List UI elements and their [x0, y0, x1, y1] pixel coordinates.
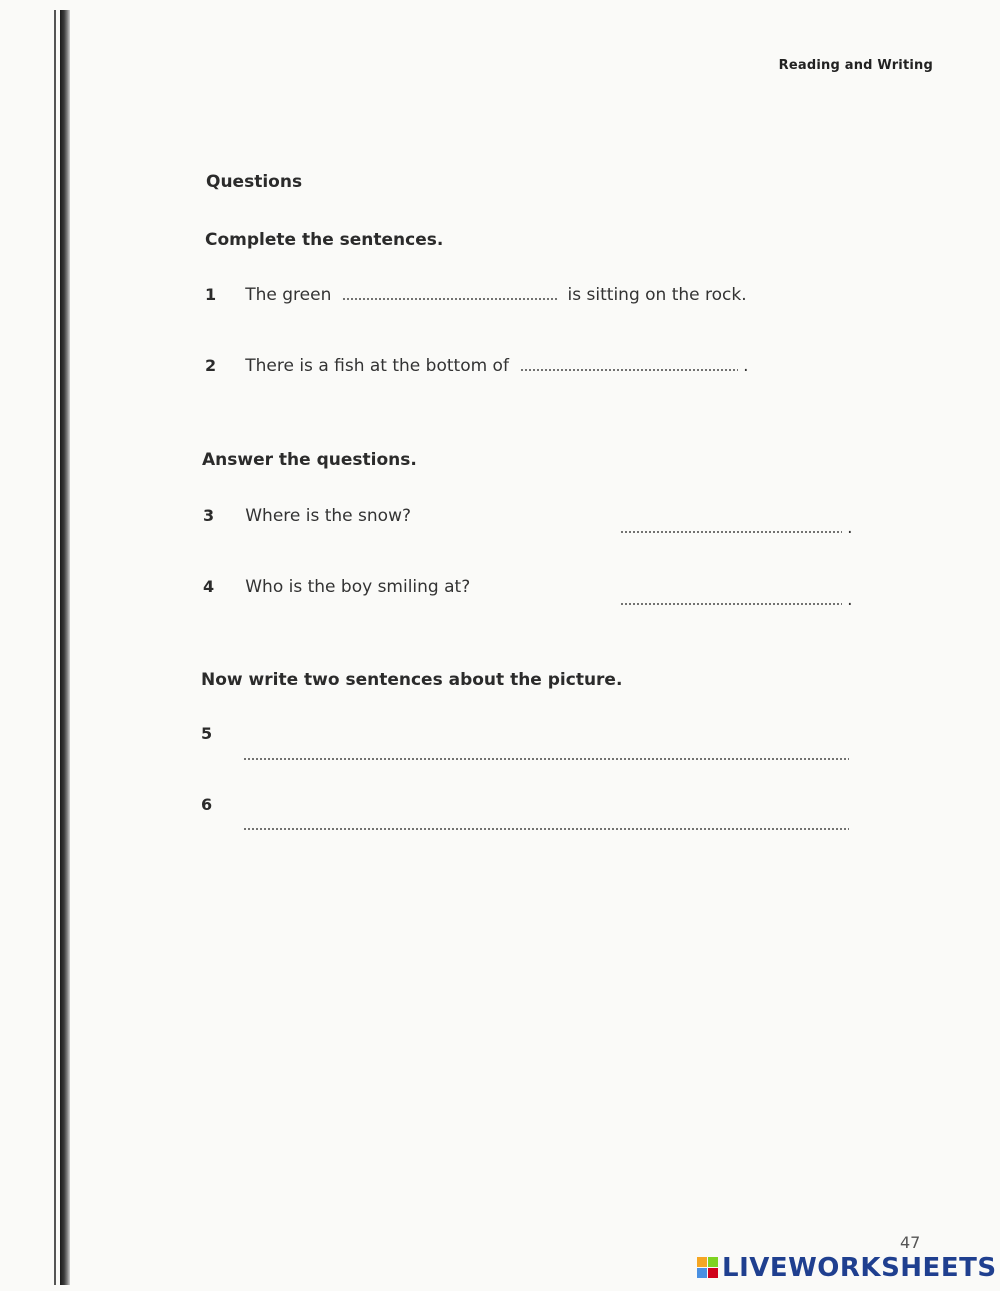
question-item-5: [201, 724, 212, 743]
question-number: 6: [201, 795, 213, 814]
answer-blank-2[interactable]: [520, 369, 738, 371]
question-number: 5: [201, 724, 213, 743]
answer-end: .: [847, 590, 853, 610]
answer-blank-1[interactable]: [342, 298, 558, 300]
answer-end: .: [847, 518, 853, 538]
logo-square-3: [697, 1268, 707, 1278]
question-text: Who is the boy smiling at?: [245, 577, 471, 597]
logo-square-1: [697, 1257, 707, 1267]
question-item-3: [203, 506, 411, 526]
answer-blank-4[interactable]: [620, 603, 842, 605]
question-number: 1: [205, 285, 217, 304]
answer-line-5: [243, 745, 849, 764]
question-number: 3: [203, 506, 215, 525]
binding-line: [54, 10, 56, 1285]
answer-blank-6[interactable]: [243, 828, 849, 830]
part2-instruction: Answer the questions.: [202, 450, 417, 470]
question-text-before: There is a fish at the bottom of: [245, 356, 509, 376]
page-binding-edge: [52, 10, 76, 1285]
answer-blank-5[interactable]: [243, 758, 849, 760]
question-item-1: [205, 285, 747, 305]
liveworksheets-logo: [697, 1253, 997, 1283]
question-number: 4: [203, 577, 215, 596]
part1-instruction: Complete the sentences.: [205, 230, 444, 250]
part3-instruction: Now write two sentences about the picture.: [201, 670, 623, 690]
question-text-after: is sitting on the rock.: [567, 285, 747, 305]
question-text: Where is the snow?: [245, 506, 412, 526]
logo-square-4: [708, 1268, 718, 1278]
question-item-4: [203, 577, 470, 597]
header-title: Reading and Writing: [778, 58, 933, 73]
answer-blank-3[interactable]: [620, 531, 842, 533]
logo-text: LIVEWORKSHEETS: [722, 1253, 997, 1283]
question-item-6: [201, 795, 212, 814]
question-text-before: The green: [245, 285, 332, 305]
answer-line-3: [620, 518, 853, 538]
page-number: 47: [900, 1233, 921, 1252]
section-title: Questions: [206, 172, 303, 192]
question-item-2: [205, 356, 749, 376]
answer-line-6: [243, 815, 849, 834]
logo-square-2: [708, 1257, 718, 1267]
question-number: 2: [205, 356, 217, 375]
answer-line-4: [620, 590, 853, 610]
binding-shadow: [60, 10, 70, 1285]
logo-mark-icon: [697, 1257, 719, 1279]
question-text-after: .: [743, 356, 749, 376]
